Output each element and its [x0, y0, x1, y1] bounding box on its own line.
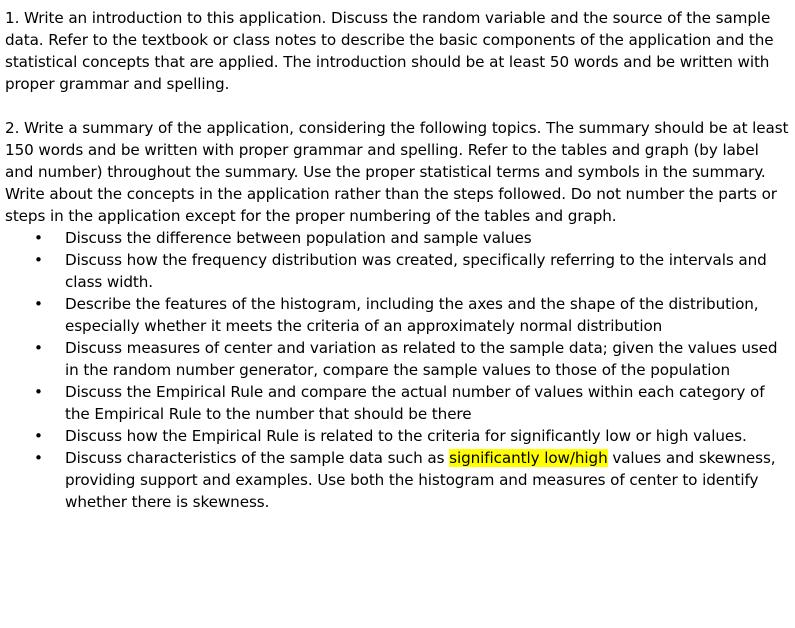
- topic-bullet-list: [5, 227, 790, 513]
- paragraph-spacer: [5, 95, 790, 117]
- list-item: [5, 227, 790, 249]
- list-item-text: Discuss the Empirical Rule and compare the actual number of values within each category of the Empirical Rule to the number that should be there: [65, 383, 765, 423]
- bullet-icon: •: [34, 251, 43, 269]
- bullet-icon: •: [34, 449, 43, 467]
- list-item: [5, 293, 790, 337]
- list-item: [5, 381, 790, 425]
- list-item-text: Discuss measures of center and variation as related to the sample data; given the values used in the random number generator, compare the sample values to those of the population: [65, 339, 778, 379]
- question-2-paragraph: 2. Write a summary of the application, considering the following topics. The summary should be at least 150 words and be written with proper grammar and spelling. Refer to the tables and graph (by label and number) throughout the summary. Use the proper statistical terms and symbols in the summary. Write about the concepts in the application rather than the steps followed. Do not number the parts or steps in the application except for the proper numbering of the tables and graph.: [5, 119, 789, 225]
- list-item-text-before: Discuss characteristics of the sample data such as: [65, 449, 450, 467]
- list-item-text: Discuss how the frequency distribution was created, specifically referring to the intervals and class width.: [65, 251, 767, 291]
- list-item-text-after: values and skewness, providing support and examples. Use both the histogram and measures of center to identify whether there is skewness.: [65, 449, 776, 511]
- list-item: [5, 447, 790, 513]
- bullet-icon: •: [34, 339, 43, 357]
- question-1-paragraph: 1. Write an introduction to this application. Discuss the random variable and the source of the sample data. Refer to the textbook or class notes to describe the basic components of the application and the statistical concepts that are applied. The introduction should be at least 50 words and be written with proper grammar and spelling.: [5, 9, 774, 93]
- document-body: [5, 7, 790, 513]
- list-item: [5, 249, 790, 293]
- list-item: [5, 337, 790, 381]
- bullet-icon: •: [34, 427, 43, 445]
- list-item-text: Discuss the difference between population and sample values: [65, 229, 532, 247]
- list-item: [5, 425, 790, 447]
- bullet-icon: •: [34, 295, 43, 313]
- bullet-icon: •: [34, 229, 43, 247]
- list-item-text: Discuss how the Empirical Rule is related to the criteria for significantly low or high values.: [65, 427, 747, 445]
- highlighted-text: significantly low/high: [449, 449, 608, 467]
- bullet-icon: •: [34, 383, 43, 401]
- list-item-text: Describe the features of the histogram, including the axes and the shape of the distribution, especially whether it meets the criteria of an approximately normal distribution: [65, 295, 759, 335]
